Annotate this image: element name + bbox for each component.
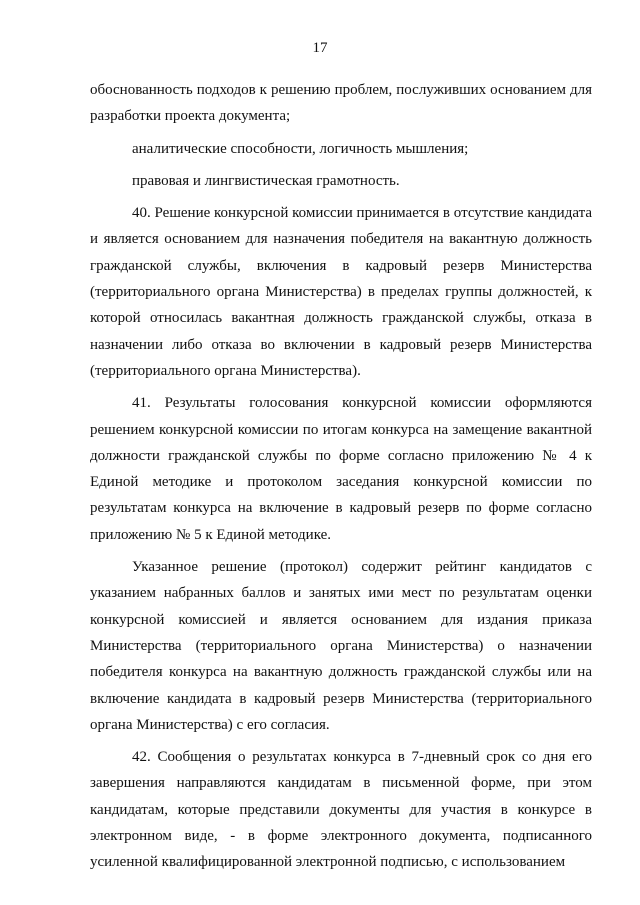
document-body [90,77,592,876]
paragraph-2: аналитические способности, логичность мышления; [132,140,469,157]
paragraph-1: обоснованность подходов к решению проблем, послуживших основанием для разработки проекта документа; [90,82,592,125]
paragraph-3: правовая и лингвистическая грамотность. [132,172,400,189]
page-number: 17 [312,40,328,56]
paragraph-41: 41. Результаты голосования конкурсной комиссии оформляются решением конкурсной комиссии по итогам конкурса на замещение вакантной должности гражданской службы по форме согласно приложению № 4 к Единой методике и протоколом заседания конкурсной комиссии по результатам конкурса на включение в кадровый резерв по форме согласно приложению № 5 к Единой методике. [90,395,592,543]
paragraph-40: 40. Решение конкурсной комиссии принимается в отсутствие кандидата и является основанием для назначения победителя на вакантную должность гражданской службы, включения в кадровый резерв Министерства (территориального органа Министерства) в пределах группы должностей, к которой относилась вакантная должность гражданской службы, отказа в назначении либо отказа во включении в кадровый резерв Министерства (территориального органа Министерства). [90,205,592,379]
paragraph-42: 42. Сообщения о результатах конкурса в 7-дневный срок со дня его завершения направляются кандидатам в письменной форме, при этом кандидатам, которые представили документы для участия в конкурсе в электронном виде, - в форме электронного документа, подписанного усиленной квалифицированной электронной подписью, с использованием [90,749,592,871]
paragraph-41-continued: Указанное решение (протокол) содержит рейтинг кандидатов с указанием набранных баллов и занятых ими мест по результатам оценки конкурсной комиссией и является основанием для издания приказа Министерства (территориального органа Министерства) о назначении победителя конкурса на вакантную должность гражданской службы или на включение кандидата в кадровый резерв Министерства (территориального органа Министерства) с его согласия. [90,559,592,733]
